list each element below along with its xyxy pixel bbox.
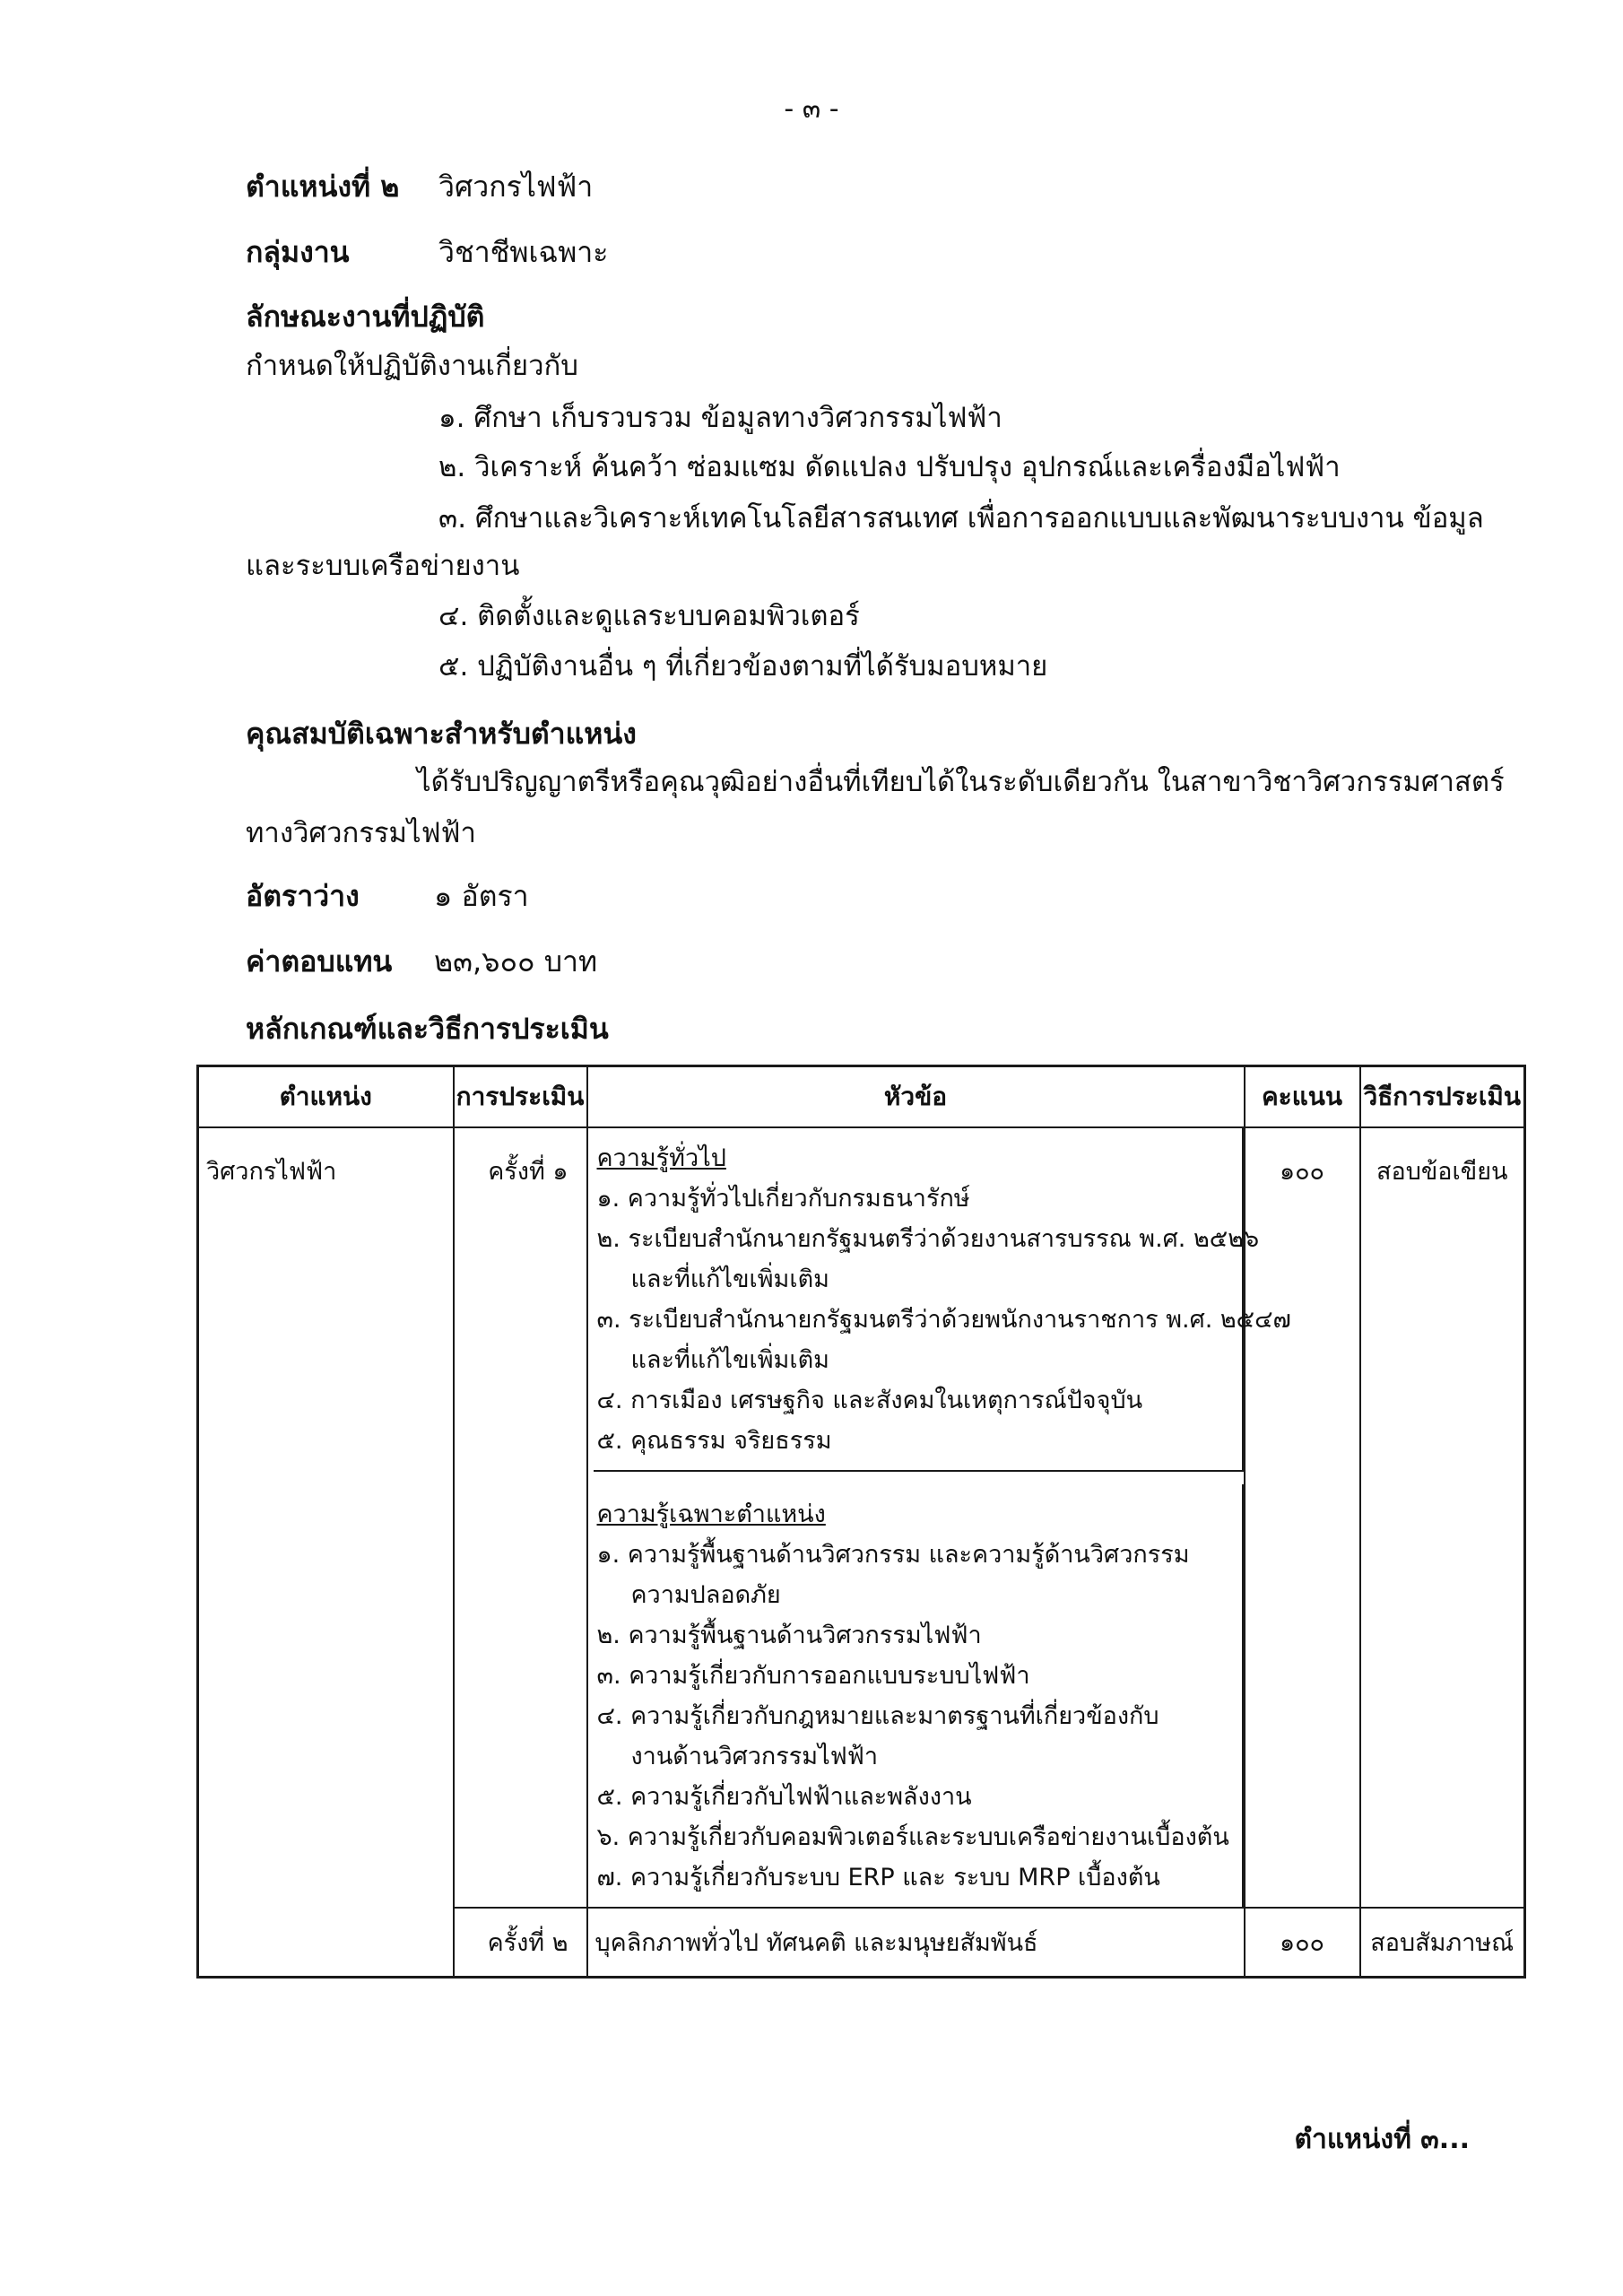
column-header-score: คะแนน xyxy=(1245,1066,1360,1128)
column-header-assessment: การประเมิน xyxy=(454,1066,587,1128)
table-row xyxy=(198,1127,1525,1908)
round-2-topic: บุคลิกภาพทั่วไป ทัศนคติ และมนุษยสัมพันธ์ xyxy=(587,1908,1245,1978)
topic-item: ๕. ความรู้เกี่ยวกับไฟฟ้าและพลังงาน xyxy=(596,1783,972,1811)
round-2-score: ๑๐๐ xyxy=(1245,1908,1360,1978)
page-number: - ๓ - xyxy=(784,93,839,125)
general-knowledge-title: ความรู้ทั่วไป xyxy=(596,1144,726,1172)
duties-heading: ลักษณะงานที่ปฏิบัติ xyxy=(246,300,485,334)
table-header-row xyxy=(198,1066,1525,1128)
topic-item: ๑. ความรู้พื้นฐานด้านวิศวกรรม และความรู้ด้านวิศวกรรม xyxy=(596,1541,1190,1569)
round-1-method: สอบข้อเขียน xyxy=(1360,1127,1525,1908)
column-header-method: วิธีการประเมิน xyxy=(1360,1066,1525,1128)
column-header-topic: หัวข้อ xyxy=(587,1066,1245,1128)
round-2-method: สอบสัมภาษณ์ xyxy=(1360,1908,1525,1978)
qualifications-line-continuation: ทางวิศวกรรมไฟฟ้า xyxy=(246,817,476,849)
criteria-table xyxy=(196,1065,1526,1979)
vacancies-value: ๑ อัตรา xyxy=(434,879,529,913)
topic-item-continuation: งานด้านวิศวกรรมไฟฟ้า xyxy=(630,1743,879,1770)
duties-intro: กำหนดให้ปฏิบัติงานเกี่ยวกับ xyxy=(246,350,578,382)
duty-item-continuation: และระบบเครือข่ายงาน xyxy=(246,550,520,582)
topic-item: ๑. ความรู้ทั่วไปเกี่ยวกับกรมธนารักษ์ xyxy=(596,1185,970,1213)
next-page-indicator: ตำแหน่งที่ ๓... xyxy=(1294,2124,1470,2155)
vacancies-label: อัตราว่าง xyxy=(246,879,360,913)
duty-item: ๒. วิเคราะห์ ค้นคว้า ซ่อมแซม ดัดแปลง ปรับปรุง อุปกรณ์และเครื่องมือไฟฟ้า xyxy=(438,451,1341,483)
criteria-heading: หลักเกณฑ์และวิธีการประเมิน xyxy=(246,1012,609,1046)
work-group-value: วิชาชีพเฉพาะ xyxy=(438,235,609,269)
position-value: วิศวกรไฟฟ้า xyxy=(438,170,594,204)
general-knowledge-group xyxy=(594,1128,1291,1472)
work-group-label: กลุ่มงาน xyxy=(246,235,350,269)
compensation-value: ๒๓,๖๐๐ บาท xyxy=(434,944,598,978)
column-header-position: ตำแหน่ง xyxy=(198,1066,454,1128)
round-1-score: ๑๐๐ xyxy=(1245,1127,1360,1908)
position-label: ตำแหน่งที่ ๒ xyxy=(246,170,400,204)
round-1-label: ครั้งที่ ๑ xyxy=(454,1127,587,1908)
duty-item: ๓. ศึกษาและวิเคราะห์เทคโนโลยีสารสนเทศ เพื่อการออกแบบและพัฒนาระบบงาน ข้อมูล xyxy=(438,502,1484,535)
specific-knowledge-group xyxy=(594,1484,1244,1907)
topic-item: ๖. ความรู้เกี่ยวกับคอมพิวเตอร์และระบบเครือข่ายงานเบื้องต้น xyxy=(596,1823,1229,1851)
specific-knowledge-title: ความรู้เฉพาะตำแหน่ง xyxy=(596,1500,826,1528)
topic-item-continuation: ความปลอดภัย xyxy=(630,1581,781,1609)
qualifications-line: ได้รับปริญญาตรีหรือคุณวุฒิอย่างอื่นที่เทียบได้ในระดับเดียวกัน ในสาขาวิชาวิศวกรรมศาสตร์ xyxy=(417,766,1505,798)
compensation-label: ค่าตอบแทน xyxy=(246,944,393,978)
topic-item-continuation: และที่แก้ไขเพิ่มเติม xyxy=(630,1265,829,1293)
qualifications-heading: คุณสมบัติเฉพาะสำหรับตำแหน่ง xyxy=(246,717,637,751)
duty-item: ๔. ติดตั้งและดูแลระบบคอมพิวเตอร์ xyxy=(438,600,860,632)
position-name-cell: วิศวกรไฟฟ้า xyxy=(198,1127,454,1978)
round-1-topics xyxy=(587,1127,1291,1908)
duty-item: ๕. ปฏิบัติงานอื่น ๆ ที่เกี่ยวข้องตามที่ได้รับมอบหมาย xyxy=(438,650,1048,683)
topic-item: ๓. ระเบียบสำนักนายกรัฐมนตรีว่าด้วยพนักงานราชการ พ.ศ. ๒๕๔๗ xyxy=(596,1306,1291,1334)
topic-item: ๓. ความรู้เกี่ยวกับการออกแบบระบบไฟฟ้า xyxy=(596,1662,1030,1690)
topic-item-continuation: และที่แก้ไขเพิ่มเติม xyxy=(630,1346,829,1374)
topic-item: ๔. ความรู้เกี่ยวกับกฎหมายและมาตรฐานที่เกี่ยวข้องกับ xyxy=(596,1702,1159,1730)
topic-item: ๕. คุณธรรม จริยธรรม xyxy=(596,1427,832,1455)
duty-item: ๑. ศึกษา เก็บรวบรวม ข้อมูลทางวิศวกรรมไฟฟ้า xyxy=(438,402,1002,434)
topic-item: ๗. ความรู้เกี่ยวกับระบบ ERP และ ระบบ MRP เบื้องต้น xyxy=(596,1864,1160,1892)
topic-item: ๒. ระเบียบสำนักนายกรัฐมนตรีว่าด้วยงานสารบรรณ พ.ศ. ๒๕๒๖ xyxy=(596,1225,1260,1253)
topic-item: ๔. การเมือง เศรษฐกิจ และสังคมในเหตุการณ์ปัจจุบัน xyxy=(596,1387,1143,1414)
round-2-label: ครั้งที่ ๒ xyxy=(454,1908,587,1978)
topic-item: ๒. ความรู้พื้นฐานด้านวิศวกรรมไฟฟ้า xyxy=(596,1622,982,1649)
